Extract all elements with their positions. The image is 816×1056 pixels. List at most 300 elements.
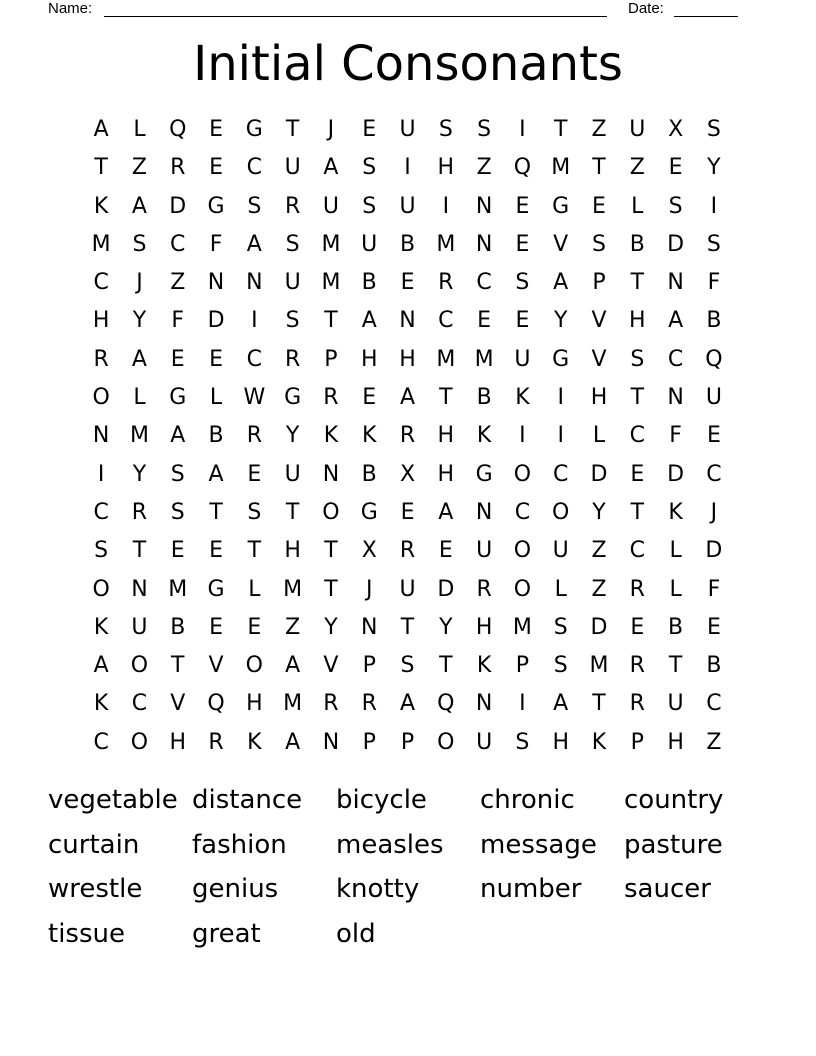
grid-cell: O <box>513 461 532 487</box>
grid-cell: R <box>323 691 339 717</box>
grid-cell: Y <box>439 614 453 640</box>
grid-cell: H <box>437 423 455 449</box>
grid-row <box>82 724 733 762</box>
grid-cell: T <box>592 155 606 181</box>
grid-cell: C <box>667 346 684 372</box>
grid-cell: N <box>360 614 378 640</box>
grid-row <box>82 149 733 187</box>
grid-cell: V <box>208 653 224 679</box>
grid-cell: U <box>476 729 493 755</box>
grid-cell: S <box>170 499 185 525</box>
grid-cell: V <box>323 653 339 679</box>
grid-cell: P <box>630 729 644 755</box>
grid-cell: D <box>667 461 685 487</box>
grid-cell: C <box>476 270 492 296</box>
grid-cell: F <box>707 270 721 296</box>
grid-cell: T <box>439 653 453 679</box>
grid-cell: E <box>630 614 645 640</box>
grid-cell: H <box>437 461 455 487</box>
grid-cell: U <box>514 346 531 372</box>
grid-cell: C <box>170 231 186 257</box>
letter-grid <box>82 111 733 762</box>
grid-row <box>82 111 733 149</box>
grid-cell: H <box>629 308 646 334</box>
grid-cell: H <box>360 346 378 372</box>
grid-cell: J <box>365 576 373 602</box>
grid-cell: F <box>669 423 682 449</box>
grid-cell: N <box>322 729 340 755</box>
grid-cell: P <box>362 653 376 679</box>
grid-cell: S <box>515 729 530 755</box>
grid-cell: V <box>591 308 607 334</box>
grid-cell: L <box>669 576 682 602</box>
grid-cell: E <box>209 346 223 372</box>
grid-row <box>82 456 733 494</box>
grid-row <box>82 417 733 455</box>
grid-row <box>82 571 733 609</box>
grid-cell: E <box>515 193 530 219</box>
grid-cell: Y <box>707 155 721 181</box>
grid-cell: C <box>553 461 569 487</box>
grid-cell: N <box>667 385 684 411</box>
grid-cell: Q <box>207 691 225 717</box>
grid-cell: R <box>208 729 224 755</box>
grid-cell: X <box>361 538 377 564</box>
grid-cell: R <box>399 538 416 564</box>
grid-cell: E <box>400 270 415 296</box>
grid-cell: U <box>399 193 416 219</box>
grid-cell: Y <box>132 308 147 334</box>
grid-cell: Z <box>476 155 492 181</box>
grid-cell: A <box>361 308 377 334</box>
grid-cell: B <box>629 231 645 257</box>
word-list-item: great <box>192 918 261 949</box>
grid-cell: A <box>438 499 454 525</box>
grid-cell: B <box>706 308 722 334</box>
grid-cell: E <box>477 308 492 334</box>
grid-cell: T <box>132 538 147 564</box>
grid-cell: O <box>513 576 532 602</box>
grid-cell: A <box>553 691 569 717</box>
grid-cell: X <box>399 461 416 487</box>
grid-cell: T <box>285 117 300 142</box>
grid-cell: I <box>519 423 526 449</box>
grid-row <box>82 302 733 340</box>
grid-cell: T <box>209 499 223 525</box>
grid-cell: G <box>284 385 302 411</box>
grid-cell: L <box>554 576 567 602</box>
grid-cell: C <box>629 538 645 564</box>
grid-cell: F <box>209 231 223 257</box>
grid-cell: K <box>323 423 339 449</box>
grid-cell: S <box>94 538 109 564</box>
grid-row <box>82 341 733 379</box>
grid-cell: P <box>592 270 606 296</box>
grid-cell: U <box>284 461 301 487</box>
word-list-item: saucer <box>624 874 711 904</box>
grid-cell: I <box>557 423 564 449</box>
grid-cell: C <box>93 729 109 755</box>
grid-cell: N <box>667 270 684 296</box>
grid-cell: A <box>93 653 109 679</box>
grid-cell: N <box>475 499 493 525</box>
grid-cell: A <box>131 193 147 219</box>
grid-cell: S <box>285 308 300 334</box>
grid-cell: M <box>129 423 149 449</box>
grid-cell: J <box>710 499 718 525</box>
grid-cell: R <box>629 653 645 679</box>
grid-cell: D <box>705 538 723 564</box>
grid-cell: L <box>133 385 146 411</box>
grid-cell: E <box>400 499 415 525</box>
word-list-item: measles <box>336 829 444 860</box>
grid-cell: E <box>706 614 721 640</box>
grid-cell: Z <box>591 576 607 602</box>
grid-cell: E <box>515 308 530 334</box>
grid-cell: Q <box>437 691 455 717</box>
grid-cell: A <box>285 729 301 755</box>
grid-cell: C <box>706 691 722 717</box>
grid-cell: V <box>553 231 569 257</box>
grid-cell: E <box>706 423 721 449</box>
grid-cell: U <box>552 538 569 564</box>
grid-cell: T <box>247 538 262 564</box>
grid-cell: S <box>592 231 606 257</box>
grid-cell: G <box>207 193 225 219</box>
grid-cell: M <box>321 231 341 257</box>
grid-cell: T <box>668 653 683 679</box>
grid-cell: K <box>515 385 530 411</box>
grid-cell: H <box>590 385 608 411</box>
grid-cell: U <box>399 576 416 602</box>
grid-cell: B <box>706 653 722 679</box>
grid-cell: T <box>324 538 338 564</box>
grid-cell: E <box>362 117 377 142</box>
grid-cell: L <box>209 385 223 411</box>
grid-cell: S <box>438 117 453 142</box>
grid-cell: U <box>667 691 684 717</box>
grid-cell: Z <box>170 270 186 296</box>
grid-cell: N <box>131 576 148 602</box>
grid-cell: T <box>630 385 645 411</box>
word-list-item: country <box>624 785 724 815</box>
grid-cell: F <box>707 576 721 602</box>
grid-cell: T <box>439 385 453 411</box>
grid-cell: P <box>515 653 530 679</box>
grid-cell: H <box>284 538 301 564</box>
grid-cell: R <box>476 576 492 602</box>
date-label: Date: <box>628 0 664 17</box>
grid-cell: K <box>476 423 492 449</box>
grid-cell: T <box>171 653 185 679</box>
grid-cell: Z <box>285 614 301 640</box>
grid-cell: C <box>246 346 263 372</box>
grid-cell: J <box>136 270 143 296</box>
grid-cell: P <box>362 729 376 755</box>
grid-cell: Z <box>591 538 607 564</box>
grid-cell: D <box>169 193 187 219</box>
grid-cell: R <box>284 346 301 372</box>
grid-cell: R <box>629 576 645 602</box>
grid-cell: N <box>246 270 263 296</box>
word-list-item: message <box>480 829 597 860</box>
grid-cell: L <box>631 193 644 219</box>
page-title: Initial Consonants <box>193 36 623 92</box>
grid-cell: O <box>130 653 149 679</box>
grid-cell: A <box>246 231 262 257</box>
grid-cell: R <box>246 423 262 449</box>
grid-cell: N <box>475 691 493 717</box>
grid-cell: K <box>591 729 607 755</box>
grid-cell: S <box>247 193 262 219</box>
grid-cell: A <box>323 155 339 181</box>
grid-cell: T <box>285 499 300 525</box>
grid-cell: O <box>92 385 110 411</box>
grid-cell: E <box>362 385 377 411</box>
grid-cell: K <box>476 653 492 679</box>
grid-cell: T <box>400 614 415 640</box>
grid-cell: E <box>209 614 223 640</box>
grid-cell: S <box>247 499 262 525</box>
grid-cell: R <box>170 155 186 181</box>
grid-cell: S <box>362 193 377 219</box>
grid-cell: B <box>668 614 684 640</box>
grid-cell: E <box>209 117 223 142</box>
grid-cell: E <box>247 461 262 487</box>
grid-cell: L <box>669 538 682 564</box>
grid-cell: P <box>324 346 338 372</box>
grid-row <box>82 494 733 532</box>
grid-cell: E <box>247 614 262 640</box>
grid-cell: O <box>437 729 455 755</box>
header <box>48 0 748 20</box>
grid-row <box>82 379 733 417</box>
grid-cell: A <box>131 346 147 372</box>
grid-cell: G <box>552 193 570 219</box>
word-list-item: old <box>336 918 376 949</box>
grid-cell: O <box>92 576 110 602</box>
grid-cell: C <box>514 499 531 525</box>
grid-cell: V <box>170 691 186 717</box>
grid-cell: S <box>132 231 147 257</box>
grid-cell: T <box>630 499 645 525</box>
grid-cell: S <box>362 155 377 181</box>
grid-cell: O <box>130 729 149 755</box>
grid-cell: Z <box>629 155 645 181</box>
grid-cell: L <box>248 576 261 602</box>
grid-cell: U <box>361 231 378 257</box>
grid-cell: B <box>476 385 492 411</box>
grid-cell: U <box>629 117 646 142</box>
grid-cell: U <box>705 385 722 411</box>
grid-cell: S <box>630 346 645 372</box>
grid-cell: M <box>283 576 303 602</box>
grid-cell: U <box>131 614 148 640</box>
word-list <box>48 778 768 956</box>
grid-cell: S <box>553 653 568 679</box>
grid-cell: M <box>551 155 571 181</box>
grid-row <box>82 609 733 647</box>
grid-cell: E <box>209 538 223 564</box>
grid-cell: V <box>591 346 607 372</box>
grid-cell: H <box>246 691 263 717</box>
grid-cell: S <box>285 231 300 257</box>
grid-cell: E <box>438 538 453 564</box>
word-list-item: wrestle <box>48 874 143 904</box>
grid-cell: J <box>327 117 335 142</box>
word-list-item: distance <box>192 785 303 815</box>
grid-cell: C <box>93 499 109 525</box>
grid-cell: C <box>438 308 454 334</box>
grid-cell: B <box>361 461 377 487</box>
grid-cell: G <box>169 385 187 411</box>
word-list-item: chronic <box>480 785 575 815</box>
grid-cell: R <box>438 270 454 296</box>
word-list-item: pasture <box>624 829 723 860</box>
grid-cell: T <box>630 270 645 296</box>
grid-cell: G <box>207 576 225 602</box>
grid-cell: T <box>592 691 606 717</box>
grid-cell: A <box>93 117 109 142</box>
grid-cell: D <box>590 461 608 487</box>
grid-cell: F <box>171 308 185 334</box>
grid-cell: K <box>93 614 109 640</box>
grid-cell: O <box>245 653 263 679</box>
grid-cell: C <box>131 691 148 717</box>
grid-cell: A <box>285 653 301 679</box>
grid-cell: I <box>710 193 718 219</box>
grid-cell: M <box>91 231 111 257</box>
grid-cell: D <box>667 231 685 257</box>
grid-cell: E <box>668 155 683 181</box>
grid-cell: M <box>474 346 494 372</box>
grid-cell: N <box>475 231 493 257</box>
grid-cell: Q <box>169 117 187 142</box>
grid-cell: R <box>131 499 148 525</box>
grid-cell: E <box>170 538 185 564</box>
grid-cell: R <box>93 346 109 372</box>
grid-cell: A <box>553 270 569 296</box>
grid-cell: M <box>283 691 303 717</box>
grid-cell: S <box>515 270 530 296</box>
grid-cell: E <box>515 231 530 257</box>
grid-row <box>82 188 733 226</box>
grid-row <box>82 226 733 264</box>
grid-cell: A <box>399 691 416 717</box>
grid-cell: D <box>437 576 455 602</box>
grid-cell: K <box>247 729 262 755</box>
word-list-item: fashion <box>192 829 287 860</box>
grid-cell: Q <box>513 155 532 181</box>
grid-cell: M <box>512 614 532 640</box>
grid-cell: Y <box>592 499 606 525</box>
word-list-item: curtain <box>48 829 140 860</box>
grid-row <box>82 532 733 570</box>
grid-cell: H <box>437 155 455 181</box>
grid-cell: M <box>168 576 188 602</box>
grid-cell: C <box>246 155 263 181</box>
grid-cell: M <box>589 653 609 679</box>
grid-cell: B <box>361 270 377 296</box>
grid-cell: S <box>668 193 683 219</box>
grid-cell: S <box>706 231 721 257</box>
grid-cell: R <box>323 385 339 411</box>
grid-cell: Z <box>706 729 722 755</box>
grid-cell: Y <box>553 308 568 334</box>
grid-cell: O <box>513 538 532 564</box>
grid-cell: G <box>552 346 570 372</box>
grid-cell: M <box>436 346 456 372</box>
grid-cell: G <box>360 499 378 525</box>
grid-cell: I <box>97 461 105 487</box>
grid-cell: H <box>92 308 110 334</box>
grid-cell: O <box>552 499 570 525</box>
grid-cell: P <box>400 729 415 755</box>
grid-cell: S <box>477 117 492 142</box>
grid-cell: Y <box>285 423 300 449</box>
grid-cell: S <box>170 461 185 487</box>
grid-cell: S <box>553 614 568 640</box>
grid-cell: T <box>94 155 108 181</box>
grid-cell: I <box>519 691 526 717</box>
word-list-item: bicycle <box>336 785 427 815</box>
grid-cell: I <box>519 117 526 142</box>
grid-cell: G <box>245 117 263 142</box>
grid-cell: B <box>208 423 224 449</box>
grid-cell: S <box>706 117 721 142</box>
grid-cell: H <box>399 346 416 372</box>
grid-cell: R <box>399 423 416 449</box>
grid-cell: R <box>284 193 301 219</box>
grid-cell: A <box>208 461 224 487</box>
grid-cell: R <box>629 691 645 717</box>
grid-cell: Z <box>131 155 147 181</box>
word-list-item: tissue <box>48 918 125 949</box>
grid-cell: D <box>207 308 225 334</box>
grid-cell: H <box>552 729 569 755</box>
grid-cell: E <box>209 155 223 181</box>
grid-cell: I <box>557 385 564 411</box>
grid-cell: Q <box>705 346 723 372</box>
grid-cell: N <box>207 270 225 296</box>
grid-cell: M <box>436 231 456 257</box>
grid-cell: U <box>284 155 301 181</box>
grid-cell: Y <box>132 461 147 487</box>
grid-cell: U <box>284 270 301 296</box>
grid-cell: N <box>399 308 416 334</box>
grid-cell: I <box>442 193 450 219</box>
grid-cell: Z <box>591 117 607 142</box>
grid-cell: C <box>706 461 722 487</box>
grid-cell: Y <box>324 614 338 640</box>
grid-cell: B <box>399 231 416 257</box>
grid-cell: C <box>93 270 109 296</box>
grid-cell: O <box>322 499 340 525</box>
grid-cell: W <box>243 385 266 411</box>
grid-cell: E <box>630 461 645 487</box>
grid-cell: T <box>553 117 568 142</box>
grid-cell: H <box>169 729 187 755</box>
grid-cell: R <box>361 691 377 717</box>
grid-row <box>82 264 733 302</box>
grid-cell: N <box>92 423 110 449</box>
grid-cell: T <box>324 576 338 602</box>
word-list-item: number <box>480 874 582 904</box>
grid-cell: I <box>251 308 258 334</box>
grid-row <box>82 685 733 723</box>
grid-cell: A <box>668 308 684 334</box>
word-list-item: genius <box>192 874 279 904</box>
